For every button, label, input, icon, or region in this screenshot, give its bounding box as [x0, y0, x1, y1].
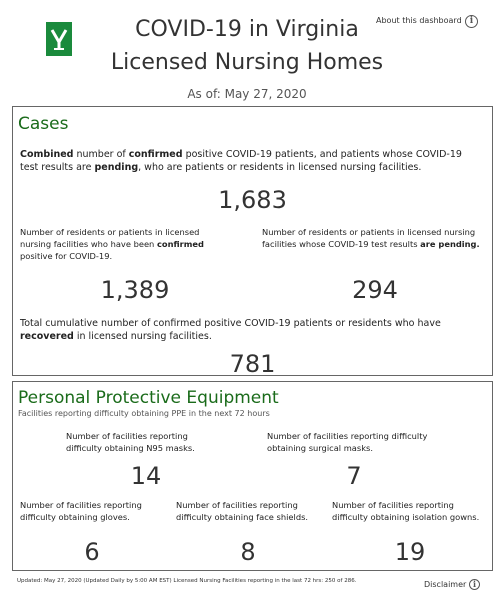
info-icon[interactable]: i: [465, 15, 478, 28]
footer-updated-text: Updated: May 27, 2020 (Updated Daily by 5:00 AM EST) Licensed Nursing Facilities reporting in the last 72 hrs: 250 of 286.: [17, 578, 357, 584]
face-shields-count: 8: [240, 538, 256, 566]
pending-description: Number of residents or patients in licensed nursing facilities whose COVID-19 test results are pending.: [262, 227, 480, 249]
n95-count: 14: [130, 462, 162, 490]
page-title-line2: Licensed Nursing Homes: [110, 50, 384, 75]
ppe-subtitle: Facilities reporting difficulty obtaining PPE in the next 72 hours: [18, 409, 270, 418]
face-shields-label: Number of facilities reporting difficulty obtaining face shields.: [176, 500, 309, 522]
confirmed-count: 1,389: [100, 276, 170, 304]
cases-section-title: Cases: [18, 114, 69, 134]
n95-label: Number of facilities reporting difficulty obtaining N95 masks.: [66, 431, 195, 453]
recovered-count: 781: [229, 350, 276, 378]
page-title-line1: COVID-19 in Virginia: [135, 17, 359, 42]
isolation-gowns-label: Number of facilities reporting difficulty obtaining isolation gowns.: [332, 500, 480, 522]
surgical-masks-label: Number of facilities reporting difficulty obtaining surgical masks.: [267, 431, 428, 453]
recovered-description: Total cumulative number of confirmed positive COVID-19 patients or residents who have recovered in licensed nursing facilities.: [20, 318, 441, 342]
surgical-masks-count: 7: [346, 462, 362, 490]
ppe-section-title: Personal Protective Equipment: [18, 388, 279, 408]
combined-description: Combined number of confirmed positive COVID-19 patients, and patients whose COVID-19 test results are pending, who are patients or residents in licensed nursing facilities.: [20, 149, 462, 173]
combined-count: 1,683: [218, 186, 287, 214]
gloves-count: 6: [84, 538, 100, 566]
disclaimer-link[interactable]: Disclaimer: [424, 580, 467, 589]
confirmed-description: Number of residents or patients in licensed nursing facilities who have been confirmed positive for COVID-19.: [20, 227, 204, 261]
pending-count: 294: [352, 276, 398, 304]
disclaimer-info-icon[interactable]: i: [469, 579, 480, 590]
about-dashboard-link[interactable]: About this dashboard: [376, 16, 462, 25]
isolation-gowns-count: 19: [394, 538, 426, 566]
as-of-date: As of: May 27, 2020: [187, 87, 307, 101]
gloves-label: Number of facilities reporting difficulty obtaining gloves.: [20, 500, 142, 522]
